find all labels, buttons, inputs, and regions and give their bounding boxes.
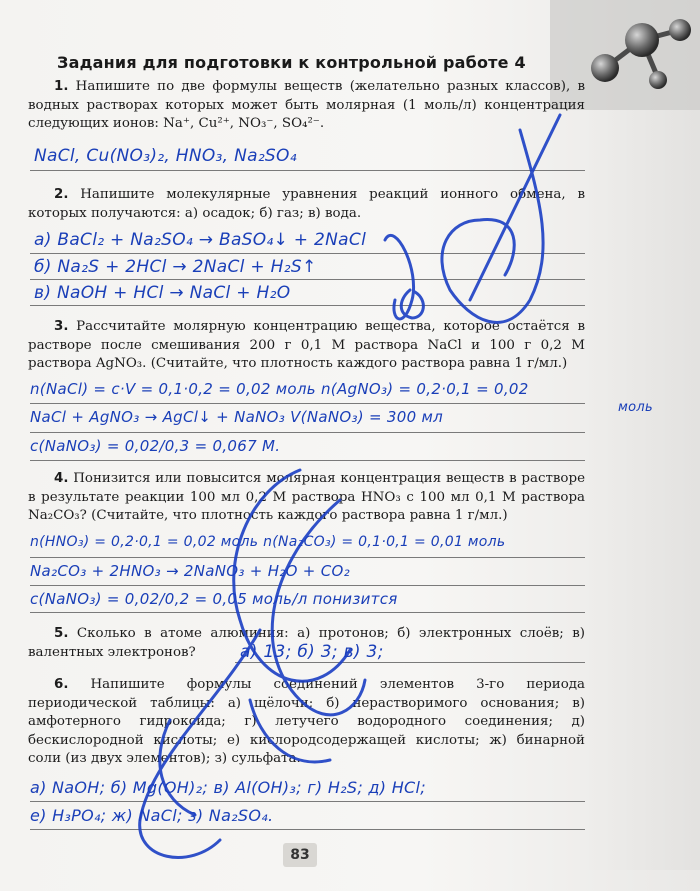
ruled-line xyxy=(30,279,585,280)
answer-line: c(NaNO₃) = 0,02/0,2 = 0,05 моль/л понизится xyxy=(30,590,398,608)
task-number: 5. xyxy=(54,626,69,641)
answer-line: а) NaOH; б) Mg(OH)₂; в) Al(OH)₃; г) H₂S; д) HCl; xyxy=(30,778,426,797)
answer-line: а) 13; б) 3; в) 3; xyxy=(240,642,384,662)
ruled-line xyxy=(30,585,585,586)
task-number: 2. xyxy=(54,187,69,202)
answer-line: n(HNO₃) = 0,2·0,1 = 0,02 моль n(Na₂CO₃) = 0,1·0,1 = 0,01 моль xyxy=(30,534,506,550)
task-text: Сколько в атоме алюминия: а) протонов; б) электронных слоёв; в) валентных электронов? xyxy=(28,626,585,660)
ruled-line xyxy=(30,829,585,830)
answer-line: n(NaCl) = c·V = 0,1·0,2 = 0,02 моль n(AgNO₃) = 0,2·0,1 = 0,02 xyxy=(30,380,529,398)
answer-line: б) Na₂S + 2HCl → 2NaCl + H₂S↑ xyxy=(34,257,317,277)
page-number: 83 xyxy=(283,843,317,867)
answer-line: NaCl + AgNO₃ → AgCl↓ + NaNO₃ V(NaNO₃) = 300 мл xyxy=(30,408,444,426)
answer-line: в) NaOH + HCl → NaCl + H₂O xyxy=(34,283,291,303)
task-text: Напишите формулы соединений элементов 3-го периода периодической таблицы: а) щёлочи; б) нерастворимого основания; в) амфотерного гидроксида; г) летучего водородного соединения; д) бескислородной кислоты; е) кислородсодержащей кислоты; ж) бинарной соли (из двух элементов); з) сульфата. xyxy=(28,677,585,766)
answer-line: а) BaCl₂ + Na₂SO₄ → BaSO₄↓ + 2NaCl xyxy=(34,230,367,250)
answer-line: Na₂CO₃ + 2HNO₃ → 2NaNO₃ + H₂O + CO₂ xyxy=(30,562,350,580)
task-text: Понизится или повысится молярная концентрация веществ в растворе в результате реакции 100 мл 0,2 М раствора HNO₃ с 100 мл 0,1 М раствора Na₂CO₃? (Считайте, что плотность каждого раствора равна 1 г/мл.) xyxy=(28,471,585,523)
task-number: 3. xyxy=(54,319,69,334)
task-1 xyxy=(28,78,585,134)
ruled-line xyxy=(30,170,585,171)
task-number: 4. xyxy=(54,471,69,486)
side-shadow xyxy=(580,110,700,870)
page-title: Задания для подготовки к контрольной работе 4 xyxy=(57,53,526,72)
task-number: 6. xyxy=(54,677,69,692)
task-4 xyxy=(28,470,585,526)
answer-line: NaCl, Cu(NO₃)₂, HNO₃, Na₂SO₄ xyxy=(34,146,297,166)
ruled-line xyxy=(30,403,585,404)
task-2 xyxy=(28,186,585,223)
ruled-line xyxy=(30,801,585,802)
ruled-line xyxy=(30,557,585,558)
ruled-line xyxy=(30,612,585,613)
task-6 xyxy=(28,676,585,769)
task-text: Напишите молекулярные уравнения реакций ионного обмена, в которых получаются: а) осадок; б) газ; в) вода. xyxy=(28,187,585,221)
ruled-line xyxy=(30,253,585,254)
ruled-line xyxy=(235,662,585,663)
ruled-line xyxy=(30,305,585,306)
ruled-line xyxy=(30,460,585,461)
task-text: Рассчитайте молярную концентрацию вещества, которое остаётся в растворе после смешивания 200 г 0,1 М раствора NaCl и 100 г 0,2 М раствора AgNO₃. (Считайте, что плотность каждого раствора равна 1 г/мл.) xyxy=(28,319,585,371)
margin-note: моль xyxy=(618,400,653,415)
task-3 xyxy=(28,318,585,374)
task-text: Напишите по две формулы веществ (желательно разных классов), в водных растворах которых может быть молярная (1 моль/л) концентрация следующих ионов: Na⁺, Cu²⁺, NO₃⁻, SO₄²⁻. xyxy=(28,79,585,131)
answer-line: е) H₃PO₄; ж) NaCl; з) Na₂SO₄. xyxy=(30,806,274,825)
task-number: 1. xyxy=(54,79,69,94)
answer-line: c(NaNO₃) = 0,02/0,3 = 0,067 М. xyxy=(30,437,281,455)
ruled-line xyxy=(30,432,585,433)
